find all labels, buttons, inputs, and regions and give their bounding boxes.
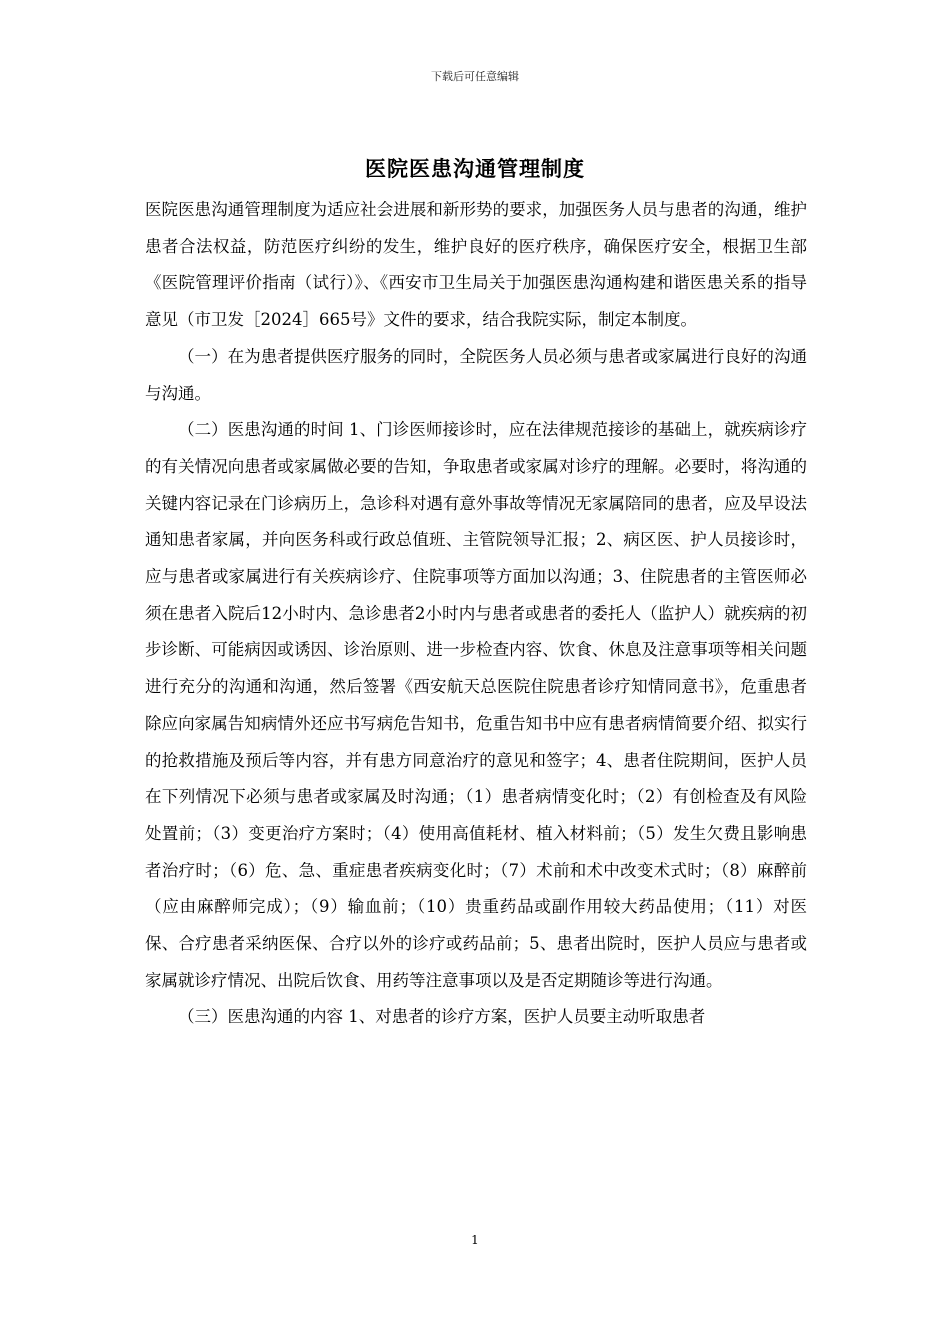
document-body <box>145 192 807 1036</box>
page-number: 1 <box>471 1233 479 1247</box>
paragraph-section-2: （二）医患沟通的时间 1、门诊医师接诊时，应在法律规范接诊的基础上，就疾病诊疗的有关情况向患者或家属做必要的告知，争取患者或家属对诊疗的理解。必要时，将沟通的关键内容记录在门诊病历上，急诊科对遇有意外事故等情况无家属陪同的患者，应及早设法通知患者家属，并向医务科或行政总值班、主管院领导汇报；2、病区医、护人员接诊时，应与患者或家属进行有关疾病诊疗、住院事项等方面加以沟通；3、住院患者的主管医师必须在患者入院后12小时内、急诊患者2小时内与患者或患者的委托人（监护人）就疾病的初步诊断、可能病因或诱因、诊治原则、进一步检查内容、饮食、休息及注意事项等相关问题进行充分的沟通和沟通，然后签署《西安航天总医院住院患者诊疗知情同意书》，危重患者除应向家属告知病情外还应书写病危告知书，危重告知书中应有患者病情简要介绍、拟实行的抢救措施及预后等内容，并有患方同意治疗的意见和签字；4、患者住院期间，医护人员在下列情况下必须与患者或家属及时沟通；（1）患者病情变化时；（2）有创检查及有风险处置前；（3）变更治疗方案时；（4）使用高值耗材、植入材料前；（5）发生欠费且影响患者治疗时；（6）危、急、重症患者疾病变化时；（7）术前和术中改变术式时；（8）麻醉前（应由麻醉师完成）；（9）输血前；（10）贵重药品或副作用较大药品使用；（11）对医保、合疗患者采纳医保、合疗以外的诊疗或药品前；5、患者出院时，医护人员应与患者或家属就诊疗情况、出院后饮食、用药等注意事项以及是否定期随诊等进行沟通。 <box>145 420 807 990</box>
page-header-note: 下载后可任意编辑 <box>431 70 519 83</box>
paragraph-intro: 医院医患沟通管理制度为适应社会进展和新形势的要求，加强医务人员与患者的沟通，维护患者合法权益，防范医疗纠纷的发生，维护良好的医疗秩序，确保医疗安全，根据卫生部《医院管理评价指南（试行）》、《西安市卫生局关于加强医患沟通构建和谐医患关系的指导意见（市卫发［2024］665号》文件的要求，结合我院实际，制定本制度。 <box>145 200 807 330</box>
document-title: 医院医患沟通管理制度 <box>365 156 585 181</box>
paragraph-section-1: （一）在为患者提供医疗服务的同时，全院医务人员必须与患者或家属进行良好的沟通与沟通。 <box>145 346 807 403</box>
paragraph-section-3: （三）医患沟通的内容 1、对患者的诊疗方案，医护人员要主动听取患者 <box>178 1007 706 1027</box>
